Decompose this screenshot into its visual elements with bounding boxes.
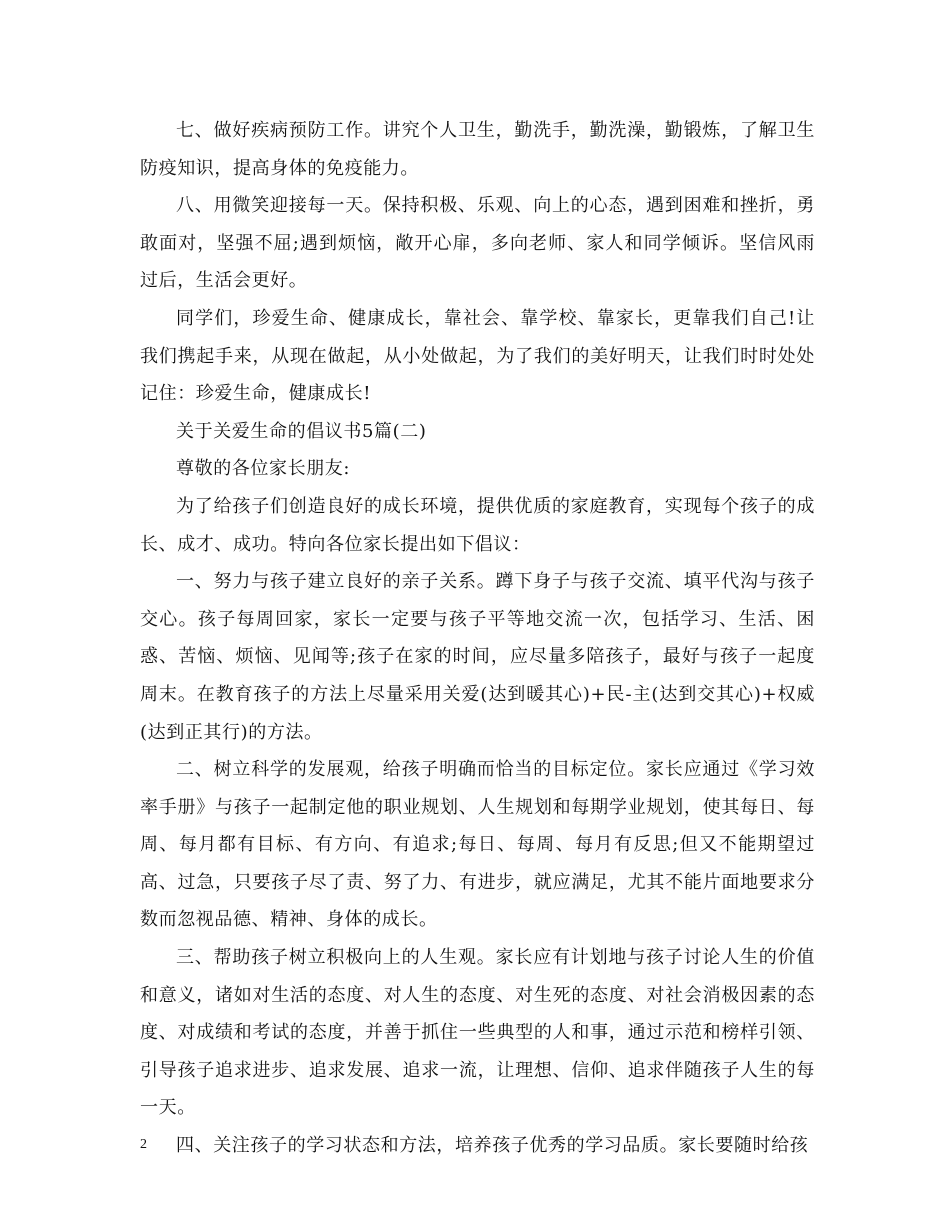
paragraph-introduction: 为了给孩子们创造良好的成长环境，提供优质的家庭教育，实现每个孩子的成长、成才、成功。特向各位家长提出如下倡议： [140,495,815,555]
paragraph-students-appeal: 同学们，珍爱生命、健康成长，靠社会、靠学校、靠家长，更靠我们自己!让我们携起手来，从现在做起，从小处做起，为了我们的美好明天，让我们时时处处记住：珍爱生命，健康成长! [140,307,815,405]
paragraph-parent-child-relationship: 一、努力与孩子建立良好的亲子关系。蹲下身子与孩子交流、填平代沟与孩子交心。孩子每周回家，家长一定要与孩子平等地交流一次，包括学习、生活、困惑、苦恼、烦恼、见闻等;孩子在家的时间，应尽量多陪孩子，最好与孩子一起度周末。在教育孩子的方法上尽量采用关爱(达到暖其心)+民-主(达到交其心)+权威(达到正其行)的方法。 [140,571,815,743]
document-body [140,112,815,1165]
page-number: 2 [140,1137,147,1152]
salutation: 尊敬的各位家长朋友: [176,458,351,480]
paragraph-development-goals: 二、树立科学的发展观，给孩子明确而恰当的目标定位。家长应通过《学习效率手册》与孩子一起制定他的职业规划、人生规划和每期学业规划，使其每日、每周、每月都有目标、有方向、有追求;每日、每周、每月有反思;但又不能期望过高、过急，只要孩子尽了责、努了力、有进步，就应满足，尤其不能片面地要求分数而忽视品德、精神、身体的成长。 [140,759,815,931]
paragraph-smile-every-day: 八、用微笑迎接每一天。保持积极、乐观、向上的心态，遇到困难和挫折，勇敢面对，坚强不屈;遇到烦恼，敞开心扉，多向老师、家人和同学倾诉。坚信风雨过后，生活会更好。 [140,195,815,292]
section-heading: 关于关爱生命的倡议书5篇(二) [176,420,427,442]
paragraph-outlook-on-life: 三、帮助孩子树立积极向上的人生观。家长应有计划地与孩子讨论人生的价值和意义，诸如对生活的态度、对人生的态度、对生死的态度、对社会消极因素的态度、对成绩和考试的态度，并善于抓住一些典型的人和事，通过示范和榜样引领、引导孩子追求进步、追求发展、追求一流，让理想、信仰、追求伴随孩子人生的每一天。 [140,947,815,1119]
paragraph-disease-prevention: 七、做好疾病预防工作。讲究个人卫生，勤洗手，勤洗澡，勤锻炼，了解卫生防疫知识，提高身体的免疫能力。 [140,120,815,179]
paragraph-learning-state: 四、关注孩子的学习状态和方法，培养孩子优秀的学习品质。家长要随时给孩 [176,1135,809,1157]
